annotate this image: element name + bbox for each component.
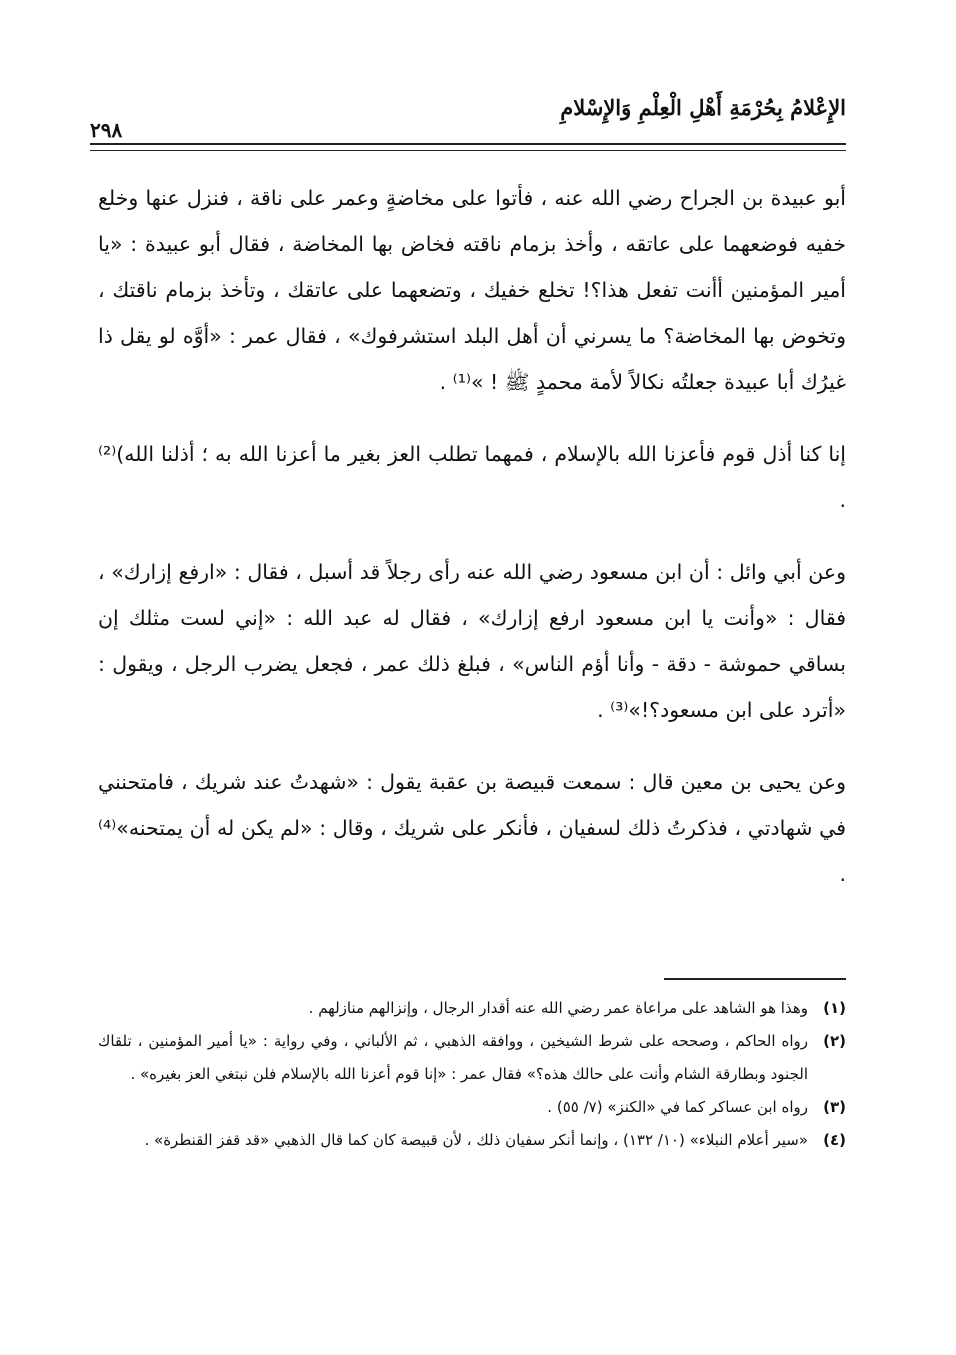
footnote [98, 1091, 846, 1124]
paragraph: وعن يحيى بن معين قال : سمعت قبيصة بن عقبة يقول : «شهدتُ عند شريك ، فامتحنني في شهادتي ، فذكرتُ ذلك لسفيان ، فأنكر على شريك ، وقال : «لم يكن له أن يمتحنه»⁽⁴⁾ . [98, 770, 846, 886]
footnote [98, 992, 846, 1025]
page-header [90, 95, 846, 150]
footnote-number: (١) [823, 999, 846, 1017]
page-number: ٢٩٨ [90, 118, 123, 142]
footnotes [98, 992, 846, 1157]
main-text [98, 175, 846, 897]
footnote-number: (٣) [823, 1098, 846, 1116]
paragraph: إنا كنا أذل قوم فأعزنا الله بالإسلام ، فمهما تطلب العز بغير ما أعزنا الله به ؛ أذلنا الله)⁽²⁾ . [98, 442, 846, 512]
footnote-text: رواه الحاكم ، وصححه على شرط الشيخين ، ووافقه الذهبي ، ثم الألباني ، وفي رواية : «يا أمير المؤمنين ، تلقاك الجنود وبطارقة الشام وأنت على حالك هذه؟» فقال عمر : «إنا قوم أعزنا الله بالإسلام فلن نبتغي العز بغيره» . [98, 1032, 808, 1083]
footnote-number: (٤) [823, 1131, 846, 1149]
footnote [98, 1124, 846, 1157]
footnote-text: «سير أعلام النبلاء» (١٠/ ١٣٢) ، وإنما أنكر سفيان ذلك ، لأن قبيصة كان كما قال الذهبي «قد قفز القنطرة» . [144, 1131, 808, 1149]
footnote-separator [664, 978, 846, 980]
running-title: الإِعْلامُ بِحُرْمَةِ أَهْلِ الْعِلْمِ وَالإِسْلامِ [560, 95, 846, 120]
paragraph: أبو عبيدة بن الجراح رضي الله عنه ، فأتوا على مخاضةٍ وعمر على ناقة ، فنزل عنها وخلع خفيه فوضعهما على عاتقه ، وأخذ بزمام ناقته فخاض بها المخاضة ، فقال أبو عبيدة : «يا أمير المؤمنين أأنت تفعل هذا؟! تخلع خفيك ، وتضعهما على عاتقك ، وتأخذ بزمام ناقتك ، وتخوض بها المخاضة؟ ما يسرني أن أهل البلد استشرفوك» ، فقال عمر : «أوَّه لو يقل ذا غيرُك أبا عبيدة جعلتُه نكالاً لأمة محمدٍ ﷺ ! »⁽¹⁾ . [98, 186, 846, 394]
footnote-number: (٢) [823, 1032, 846, 1050]
header-rule [90, 143, 846, 151]
footnote [98, 1025, 846, 1091]
footnote-text: رواه ابن عساكر كما في «الكنز» (٧/ ٥٥) . [547, 1098, 808, 1116]
paragraph: وعن أبي وائل : أن ابن مسعود رضي الله عنه رأى رجلاً قد أسبل ، فقال : «ارفع إزارك» ، فقال : «وأنت يا ابن مسعود ارفع إزارك» ، فقال له عبد الله : «إني لست مثلك إن بساقي حموشة - دقة - وأنا أؤم الناس» ، فبلغ ذلك عمر ، فجعل يضرب الرجل ، ويقول : «أترد على ابن مسعود؟!»⁽³⁾ . [98, 560, 846, 722]
footnote-text: وهذا هو الشاهد على مراعاة عمر رضي الله عنه أقدار الرجال ، وإنزالهم منازلهم . [308, 999, 808, 1017]
